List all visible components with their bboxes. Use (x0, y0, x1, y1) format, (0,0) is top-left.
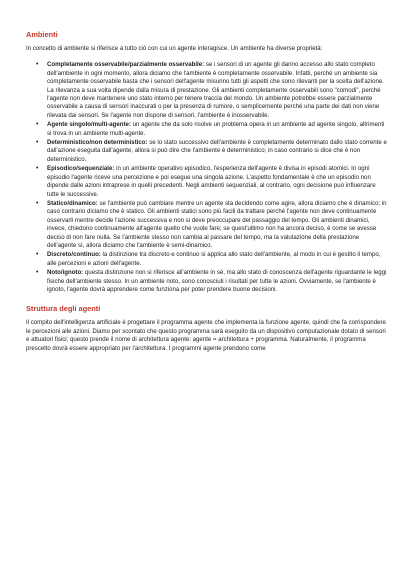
list-item (36, 139, 387, 164)
list-item (36, 165, 387, 199)
item-term: Deterministico/non deterministico: (47, 139, 148, 147)
item-term: Discreto/continuo: (47, 251, 101, 259)
bullet-icon: • (36, 165, 39, 173)
properties-list (26, 61, 387, 294)
item-term: Completamente osservabile/parzialmente osservabile: (47, 61, 205, 69)
list-item (36, 121, 387, 138)
item-term: Agente singolo/multi-agente: (47, 121, 131, 129)
structure-paragraph: Il compito dell'intelligenza artificiale è progettare il programma agente che implementa la funzione agente, quindi che fa corrispondere le percezioni alle azioni. Diamo per scontato che questo programma sarà eseguito da un dispositivo computazionale dotato di sensori e attuatori fisici; questo prende il nome di architettura agente: agente = architettura + programma. Naturalmente, il programma prescelto dovrà essere appropriato per l'architettura. I programmi agente prendono come (26, 319, 386, 352)
intro-paragraph: In concetto di ambiente si riferisce a tutto ciò con cui un agente interagisce. Un ambiente ha diverse proprietà: (26, 45, 323, 52)
list-item (36, 251, 387, 268)
item-term: Episodico/sequenziale: (47, 165, 115, 173)
item-text: in un ambiente operativo episodico, l'esperienza dell'agente è divisa in episodi atomici. In ogni episodio l'agente riceve una percezione e poi esegue una singola azione. L'aspetto fondamentale è che un episodio non dipende dalle azioni intraprese in quelli precedenti. Negli ambienti sequenziali, al contrario, ogni decisione può influenzare tutte le successive. (47, 165, 376, 198)
item-text: se i sensori di un agente gli danno accesso allo stato completo dell'ambiente in ogni momento, allora diciamo che l'ambiente è completamente osservabile. Infatti, perché un ambiente sia completamente osservabile basta che i sensori dell'agente misurino tutti gli aspetti che sono rilevanti per la scelta dell'azione. La rilevanza a sua volta dipende dalla misura di prestazione. Gli ambienti completamente osservabili sono "comodi", perché l'agente non deve mantenere uno stato interno per tenere traccia del mondo. Un ambiente potrebbe essere parzialmente osservabile a causa di sensori inaccurati o per la presenza di rumore, o semplicemente perché una parte dei dati non viene rilevata dai sensori. Se l'agente non dispone di sensori, l'ambiente è inosservabile. (47, 61, 384, 119)
section-title-ambienti: Ambienti (26, 30, 58, 39)
item-term: Noto/ignoto: (47, 269, 84, 277)
item-text: se l'ambiente può cambiare mentre un agente sta decidendo come agire, allora diciamo che è dinamico; in caso contrario diciamo che è statico. Gli ambienti statici sono più facili da trattare perché l'agente non deve continuamente osservarli mentre decide l'azione successiva e non si deve preoccupare del passaggio del tempo. Gli ambienti dinamici, invece, chiedono continuamente all'agente quello che vuole fare; se quest'ultimo non ha ancora deciso, è come se avesse deciso di non fare nulla. Se l'ambiente stesso non cambia al passare del tempo, ma la valutazione della prestazione dell'agente sì, allora diciamo che l'ambiente è semi-dinamico. (47, 199, 387, 249)
bullet-icon: • (36, 199, 39, 207)
bullet-icon: • (36, 139, 39, 147)
item-text: la distinzione tra discreto e continuo si applica allo stato dell'ambiente, al modo in cui è gestito il tempo, alle percezioni e azioni dell'agente. (47, 251, 381, 267)
item-text: se lo stato successivo dell'ambiente è completamente determinato dallo stato corrente e dall'azione eseguita dall'agente, allora si può dire che l'ambiente è deterministico; in caso contrario si dice che è non deterministico. (47, 139, 387, 163)
list-item (36, 61, 387, 120)
bullet-icon: • (36, 61, 39, 69)
bullet-icon: • (36, 251, 39, 259)
item-text: questa distinzione non si riferisce all'ambiente in sé, ma allo stato di conoscenza dell'agente riguardante le leggi fisiche dell'ambiente stesso. In un ambiente noto, sono conosciuti i risultati per tutte le azioni. Ovviamente, se l'ambiente è ignoto, l'agente dovrà apprendere come funziona per poter prendere buone decisioni. (47, 269, 387, 293)
section-title-struttura-agenti: Struttura degli agenti (26, 304, 101, 314)
item-term: Statico/dinamico: (47, 199, 98, 207)
bullet-icon: • (36, 121, 39, 129)
list-item (36, 200, 387, 250)
item-text: un agente che da solo risolve un problema opera in un ambiente ad agente singolo, altrimenti si trova in un ambiente multi-agente. (47, 121, 385, 137)
bullet-icon: • (36, 269, 39, 277)
list-item (36, 269, 387, 294)
